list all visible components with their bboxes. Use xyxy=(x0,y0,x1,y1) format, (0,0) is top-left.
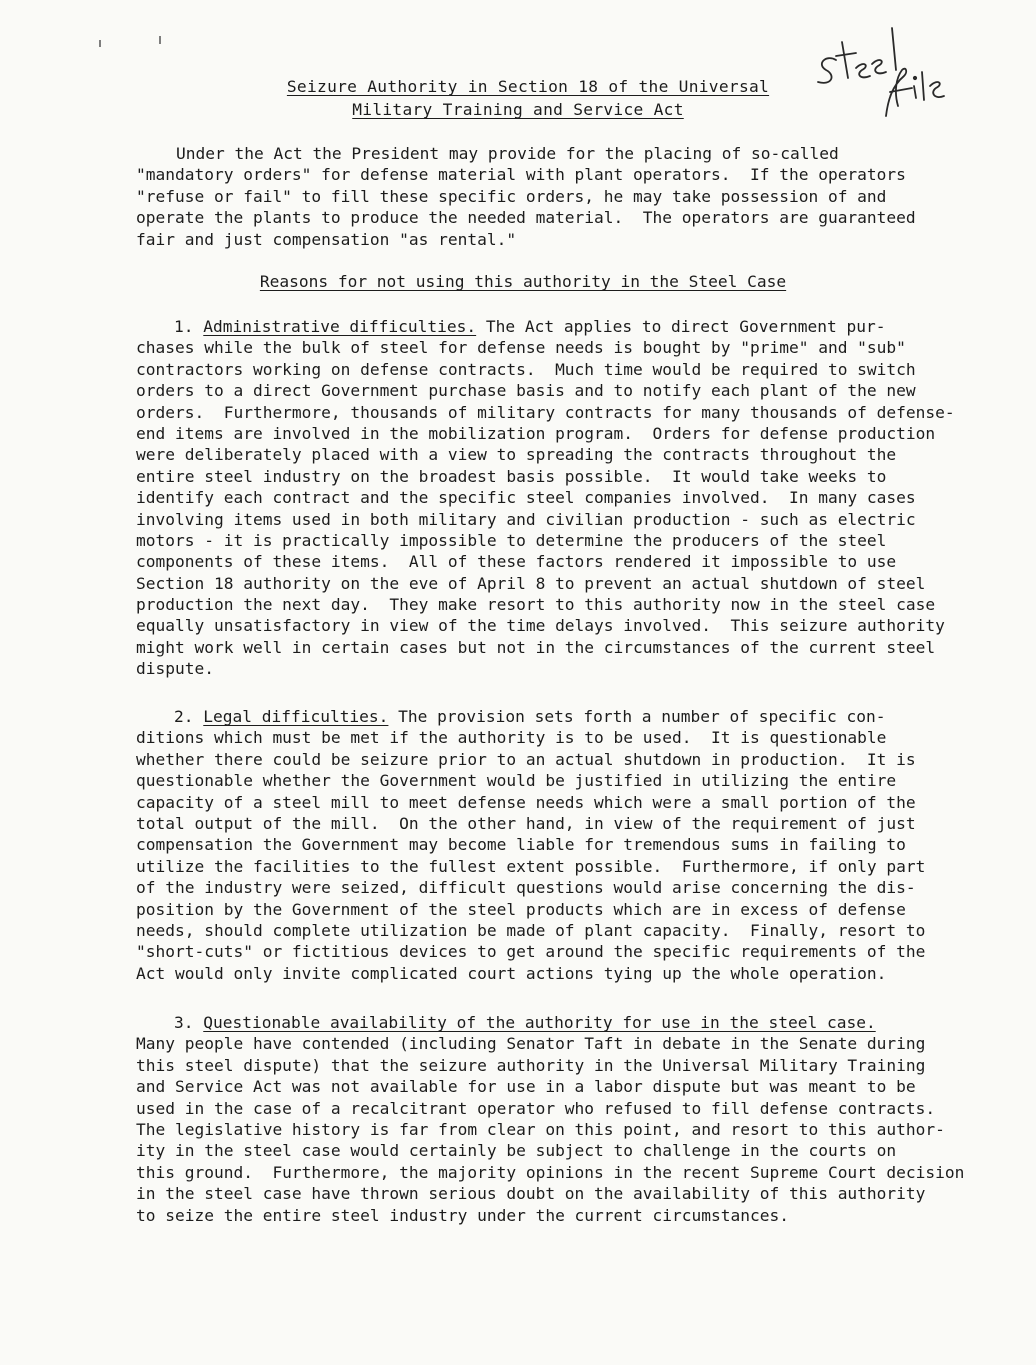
section-first-line: The Act applies to direct Government pur- xyxy=(476,317,886,336)
section-line: components of these items. All of these factors rendered it impossible to use xyxy=(136,552,897,572)
document-title-line-1: Seizure Authority in Section 18 of the Universal xyxy=(286,77,770,96)
section-line: total output of the mill. On the other hand, in view of the requirement of just xyxy=(136,813,916,833)
intro-line: "mandatory orders" for defense material with plant operators. If the operators xyxy=(136,165,906,185)
section-legal-difficulties xyxy=(136,706,1036,984)
section-line: dispute. xyxy=(136,659,214,679)
section-questionable-availability xyxy=(136,1012,1036,1226)
section-first-line: The provision sets forth a number of specific con- xyxy=(388,707,886,726)
section-line: production the next day. They make resort to this authority now in the steel case xyxy=(136,595,936,615)
section-line: used in the case of a recalcitrant operator who refused to fill defense contracts. xyxy=(136,1098,936,1118)
section-line: involving items used in both military and civilian production - such as electric xyxy=(136,509,916,529)
section-line: to seize the entire steel industry under the current circumstances. xyxy=(136,1205,789,1225)
section-line: compensation the Government may become liable for tremendous sums in failing to xyxy=(136,835,906,855)
section-line: capacity of a steel mill to meet defense needs which were a small portion of the xyxy=(136,792,916,812)
section-line: utilize the facilities to the fullest extent possible. Furthermore, if only part xyxy=(136,856,926,876)
section-line: Section 18 authority on the eve of April 8 to prevent an actual shutdown of steel xyxy=(136,573,926,593)
section-line: The legislative history is far from clear on this point, and resort to this author- xyxy=(136,1119,945,1139)
section-heading: Questionable availability of the authority for use in the steel case. xyxy=(203,1013,876,1032)
section-line: and Service Act was not available for use in a labor dispute but was meant to be xyxy=(136,1077,916,1097)
section-line: identify each contract and the specific steel companies involved. In many cases xyxy=(136,488,916,508)
section-line: equally unsatisfactory in view of the time delays involved. This seizure authority xyxy=(136,616,945,636)
section-line: this steel dispute) that the seizure authority in the Universal Military Training xyxy=(136,1055,926,1075)
section-line: end items are involved in the mobilization program. Orders for defense production xyxy=(136,423,936,443)
section-line: needs, should complete utilization be made of plant capacity. Finally, resort to xyxy=(136,920,926,940)
document-title-line-2: Military Training and Service Act xyxy=(352,100,684,119)
section-heading: Administrative difficulties. xyxy=(203,317,477,336)
section-line: ditions which must be met if the authority is to be used. It is questionable xyxy=(136,728,887,748)
intro-line: operate the plants to produce the needed material. The operators are guaranteed xyxy=(136,208,916,228)
section-line: motors - it is practically impossible to determine the producers of the steel xyxy=(136,530,887,550)
section-line: orders to a direct Government purchase basis and to notify each plant of the new xyxy=(136,381,916,401)
section-line: position by the Government of the steel products which are in excess of defense xyxy=(136,899,906,919)
section-administrative-difficulties xyxy=(136,316,1036,680)
section-line: chases while the bulk of steel for defense needs is bought by "prime" and "sub" xyxy=(136,338,906,358)
section-number: 3. xyxy=(174,1013,194,1032)
reasons-heading: Reasons for not using this authority in the Steel Case xyxy=(259,272,787,291)
section-line: whether there could be seizure prior to an actual shutdown in production. It is xyxy=(136,749,916,769)
section-line: orders. Furthermore, thousands of military contracts for many thousands of defense- xyxy=(136,402,955,422)
section-number: 2. xyxy=(174,707,194,726)
section-line: were deliberately placed with a view to spreading the contracts throughout the xyxy=(136,445,897,465)
section-line: in the steel case have thrown serious doubt on the availability of this authority xyxy=(136,1184,926,1204)
section-line: Many people have contended (including Senator Taft in debate in the Senate during xyxy=(136,1034,926,1054)
section-line: ity in the steel case would certainly be subject to challenge in the courts on xyxy=(136,1141,897,1161)
intro-line: "refuse or fail" to fill these specific orders, he may take possession of and xyxy=(136,186,887,206)
section-line: questionable whether the Government would be justified in utilizing the entire xyxy=(136,771,897,791)
intro-paragraph xyxy=(136,143,1016,250)
section-line: this ground. Furthermore, the majority opinions in the recent Supreme Court decision xyxy=(136,1162,965,1182)
intro-line: fair and just compensation "as rental." xyxy=(136,229,517,249)
section-line: might work well in certain cases but not in the circumstances of the current steel xyxy=(136,637,936,657)
section-line: contractors working on defense contracts. Much time would be required to switch xyxy=(136,359,916,379)
intro-line: Under the Act the President may provide for the placing of so-called xyxy=(176,144,839,163)
section-line: entire steel industry on the broadest basis possible. It would take weeks to xyxy=(136,466,887,486)
section-line: Act would only invite complicated court actions tying up the whole operation. xyxy=(136,963,887,983)
section-heading: Legal difficulties. xyxy=(203,707,389,726)
section-line: of the industry were seized, difficult questions would arise concerning the dis- xyxy=(136,878,916,898)
section-line: "short-cuts" or fictitious devices to get around the specific requirements of the xyxy=(136,942,926,962)
section-number: 1. xyxy=(174,317,194,336)
